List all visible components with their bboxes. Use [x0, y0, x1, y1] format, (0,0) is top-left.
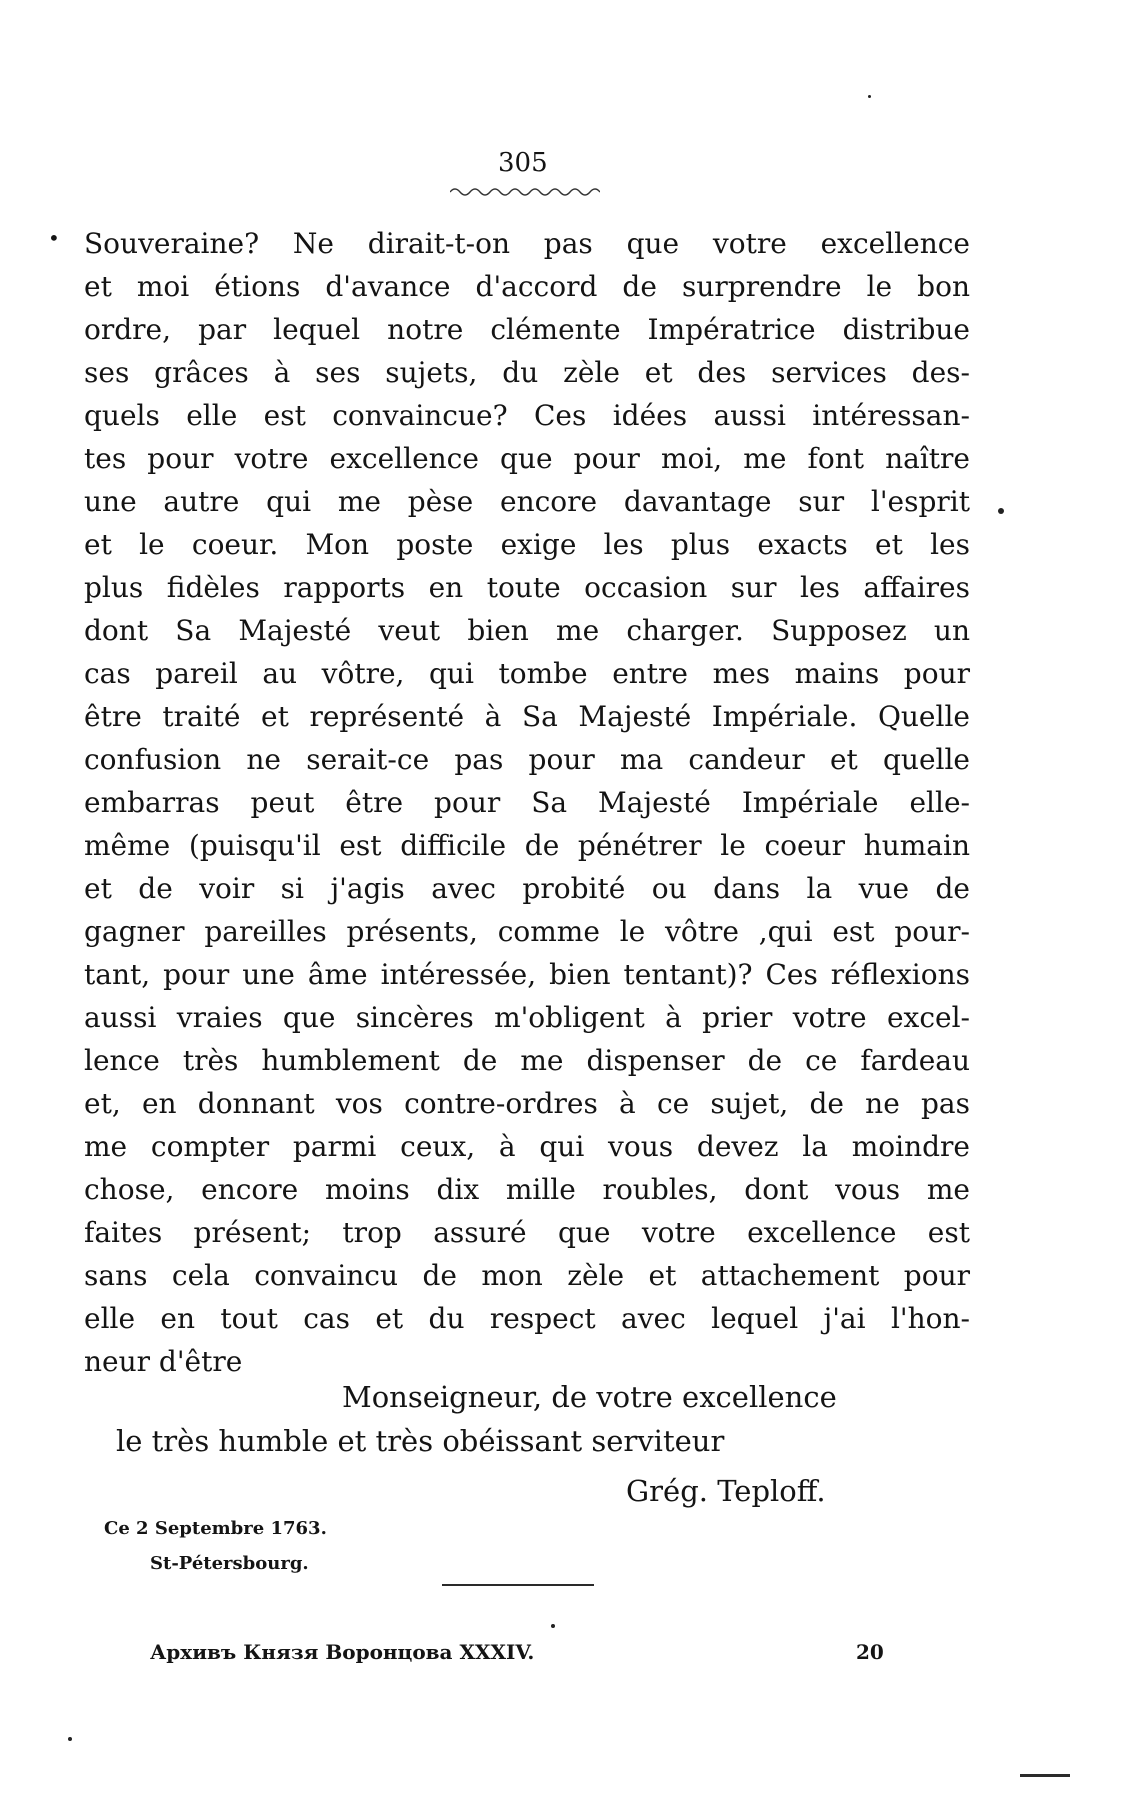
- body-line: et le coeur. Mon poste exige les plus exacts et les: [84, 528, 970, 561]
- body-line: me compter parmi ceux, à qui vous devez la moindre: [84, 1130, 970, 1163]
- body-line: cas pareil au vôtre, qui tombe entre mes mains pour: [84, 657, 970, 690]
- body-line: et moi étions d'avance d'accord de surprendre le bon: [84, 270, 970, 303]
- closing-salutation: Monseigneur, de votre excellence: [342, 1380, 837, 1414]
- scan-speck: [868, 95, 871, 98]
- body-line: lence très humblement de me dispenser de ce fardeau: [84, 1044, 970, 1077]
- body-line: confusion ne serait-ce pas pour ma candeur et quelle: [84, 743, 970, 776]
- body-line: être traité et représenté à Sa Majesté Impériale. Quelle: [84, 700, 970, 733]
- body-line: et de voir si j'agis avec probité ou dans la vue de: [84, 872, 970, 905]
- footer-signature-mark: 20: [856, 1640, 884, 1664]
- body-line: une autre qui me pèse encore davantage sur l'esprit: [84, 485, 970, 518]
- body-line: ordre, par lequel notre clémente Impératrice distribue: [84, 313, 970, 346]
- scan-edge-mark: [1020, 1774, 1070, 1777]
- body-line: faites présent; trop assuré que votre excellence est: [84, 1216, 970, 1249]
- letter-body: [84, 222, 970, 1383]
- body-line: aussi vraies que sincères m'obligent à prier votre excel-: [84, 1001, 970, 1034]
- body-line: et, en donnant vos contre-ordres à ce sujet, de ne pas: [84, 1087, 970, 1120]
- body-line: gagner pareilles présents, comme le vôtre ,qui est pour-: [84, 915, 970, 948]
- scan-speck: [551, 1624, 555, 1628]
- body-line: plus fidèles rapports en toute occasion sur les affaires: [84, 571, 970, 604]
- body-line: tes pour votre excellence que pour moi, me font naître: [84, 442, 970, 475]
- body-line: chose, encore moins dix mille roubles, dont vous me: [84, 1173, 970, 1206]
- closing-servant-line: le très humble et très obéissant serviteur: [116, 1424, 725, 1458]
- section-divider: [442, 1584, 594, 1586]
- body-line: elle en tout cas et du respect avec lequel j'ai l'hon-: [84, 1302, 970, 1335]
- body-line: même (puisqu'il est difficile de pénétrer le coeur humain: [84, 829, 970, 862]
- body-line: ses grâces à ses sujets, du zèle et des services des-: [84, 356, 970, 389]
- letter-date: Ce 2 Septembre 1763.: [104, 1518, 327, 1539]
- margin-bullet-mark: •: [48, 226, 60, 250]
- body-line: Souveraine? Ne dirait-t-on pas que votre excellence: [84, 227, 970, 260]
- body-line: embarras peut être pour Sa Majesté Impériale elle-: [84, 786, 970, 819]
- body-line: neur d'être: [84, 1345, 243, 1378]
- scan-speck: [998, 508, 1004, 514]
- body-line: sans cela convaincu de mon zèle et attachement pour: [84, 1259, 970, 1292]
- scan-speck: [68, 1737, 72, 1741]
- body-line: dont Sa Majesté veut bien me charger. Supposez un: [84, 614, 970, 647]
- letter-place: St-Pétersbourg.: [150, 1553, 309, 1574]
- footer-archive-title: Архивъ Князя Воронцова XXXIV.: [150, 1640, 535, 1664]
- body-line: quels elle est convaincue? Ces idées aussi intéressan-: [84, 399, 970, 432]
- signature-name: Grég. Teploff.: [626, 1474, 826, 1508]
- page-number: 305: [498, 148, 548, 178]
- decorative-wavy-rule: [450, 186, 600, 198]
- body-line: tant, pour une âme intéressée, bien tentant)? Ces réflexions: [84, 958, 970, 991]
